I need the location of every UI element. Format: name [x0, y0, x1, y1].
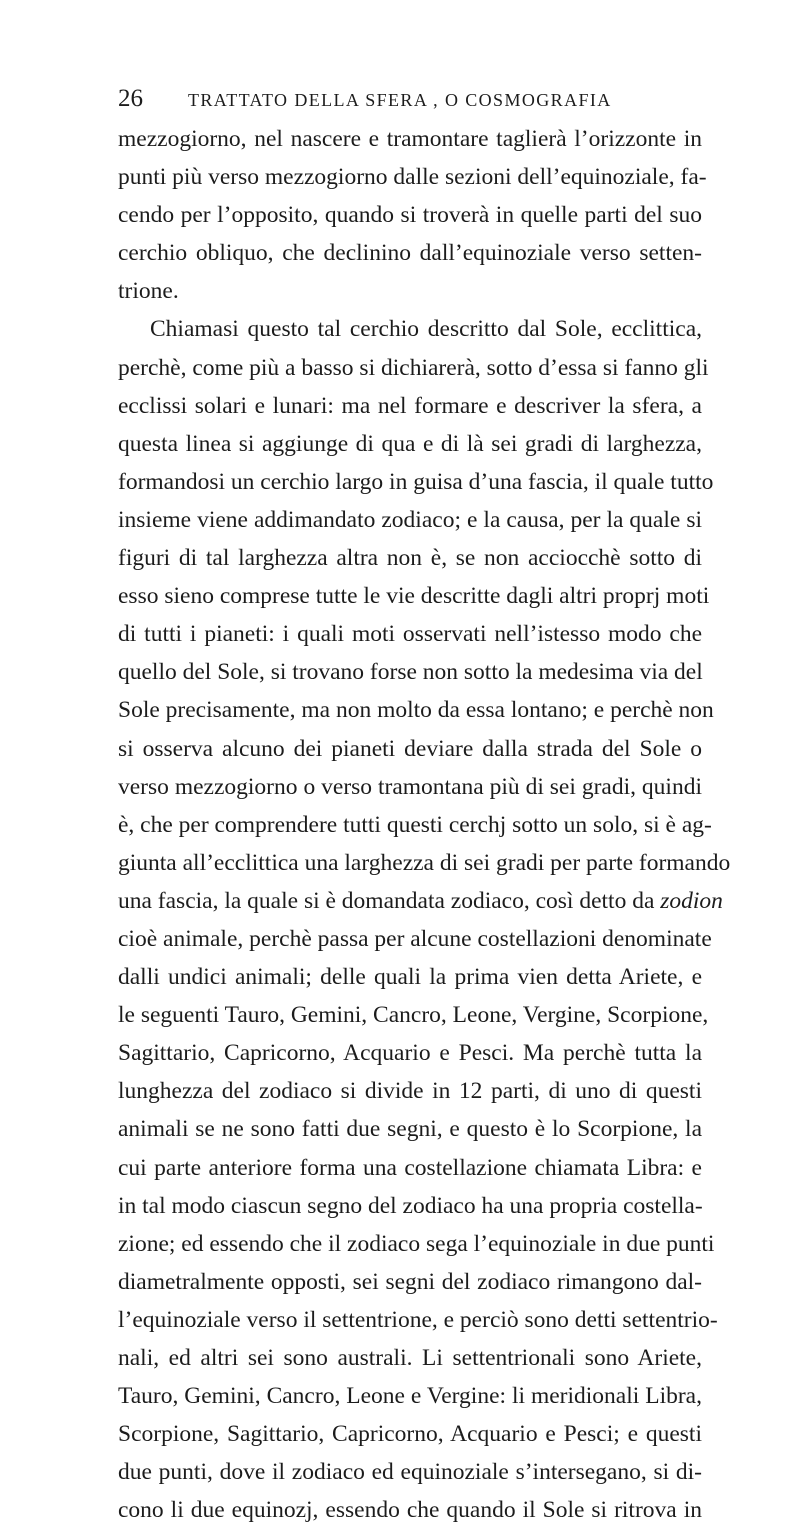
text-line: Tauro, Gemini, Cancro, Leone e Vergine: li meridionali Libra, [118, 1383, 702, 1410]
text-line: nali, ed altri sei sono australi. Li settentrionali sono Ariete, [118, 1345, 702, 1371]
text-line: cerchio obliquo, che declinino dall’equinoziale verso setten- [118, 240, 702, 267]
text-line: due punti, dove il zodiaco ed equinoziale s’intersegano, si di- [118, 1459, 702, 1486]
text-line: diametralmente opposti, sei segni del zodiaco rimangono dal- [118, 1268, 702, 1295]
text-line: animali se ne sono fatti due segni, e questo è lo Scorpione, la [118, 1116, 702, 1143]
text-line: figuri di tal larghezza altra non è, se non acciocchè sotto di [118, 545, 702, 572]
italic-term: zodion [660, 887, 723, 914]
text-line: verso mezzogiorno o verso tramontana più di sei gradi, quindi [118, 773, 702, 800]
text-line: punti più verso mezzogiorno dalle sezioni dell’equinoziale, fa- [118, 164, 707, 191]
text-line: cioè animale, perchè passa per alcune costellazioni denominate [118, 925, 712, 952]
text-line: insieme viene addimandato zodiaco; e la causa, per la quale si [118, 506, 702, 533]
body-text [118, 120, 731, 1529]
text-line: dalli undici animali; delle quali la prima vien detta Ariete, e [118, 964, 702, 991]
page-header [118, 84, 698, 114]
text-line: cendo per l’opposito, quando si troverà in quelle parti del suo [118, 202, 702, 229]
text-line: giunta all’ecclittica una larghezza di sei gradi per parte formando [118, 849, 731, 876]
page-number: 26 [118, 85, 143, 112]
text-line: mezzogiorno, nel nascere e tramontare taglierà l’orizzonte in [118, 126, 702, 152]
text-line: ecclissi solari e lunari: ma nel formare e descriver la sfera, a [118, 392, 702, 419]
text-line: formandosi un cerchio largo in guisa d’una fascia, il quale tutto [118, 468, 714, 495]
text-line: questa linea si aggiunge di qua e di là sei gradi di larghezza, [118, 430, 702, 457]
text-line: di tutti i pianeti: i quali moti osservati nell’istesso modo che [118, 621, 702, 648]
text-line: si osserva alcuno dei pianeti deviare dalla strada del Sole o [118, 735, 702, 762]
text-line: esso sieno comprese tutte le vie descritte dagli altri proprj moti [118, 583, 710, 610]
text-line: quello del Sole, si trovano forse non sotto la medesima via del [118, 659, 703, 686]
text-line: in tal modo ciascun segno del zodiaco ha una propria costella- [118, 1192, 703, 1219]
text-line: le seguenti Tauro, Gemini, Cancro, Leone, Vergine, Scorpione, [118, 1002, 709, 1029]
text-segment: una fascia, la quale si è domandata zodiaco, così detto da [118, 887, 655, 914]
text-line: trione. [118, 278, 179, 305]
text-line: è, che per comprendere tutti questi cerchj sotto un solo, si è ag- [118, 811, 712, 838]
text-line: cui parte anteriore forma una costellazione chiamata Libra: e [118, 1154, 702, 1181]
text-line: zione; ed essendo che il zodiaco sega l’equinoziale in due punti [118, 1230, 715, 1257]
text-line: cono li due equinozj, essendo che quando il Sole si ritrova in [118, 1497, 702, 1524]
text-line: perchè, come più a basso si dichiarerà, sotto d’essa si fanno gli [118, 354, 709, 381]
text-line: l’equinoziale verso il settentrione, e perciò sono detti settentrio- [118, 1306, 718, 1333]
text-line: Sole precisamente, ma non molto da essa lontano; e perchè non [118, 697, 714, 724]
running-title: TRATTATO DELLA SFERA , O COSMOGRAFIA [188, 90, 612, 110]
text-line: Scorpione, Sagittario, Capricorno, Acquario e Pesci; e questi [118, 1421, 702, 1448]
paragraph-start-line: Chiamasi questo tal cerchio descritto dal Sole, ecclittica, [150, 316, 702, 343]
text-line-with-italic [118, 882, 723, 920]
text-line: Sagittario, Capricorno, Acquario e Pesci. Ma perchè tutta la [118, 1040, 702, 1067]
text-line: lunghezza del zodiaco si divide in 12 parti, di uno di questi [118, 1078, 702, 1105]
